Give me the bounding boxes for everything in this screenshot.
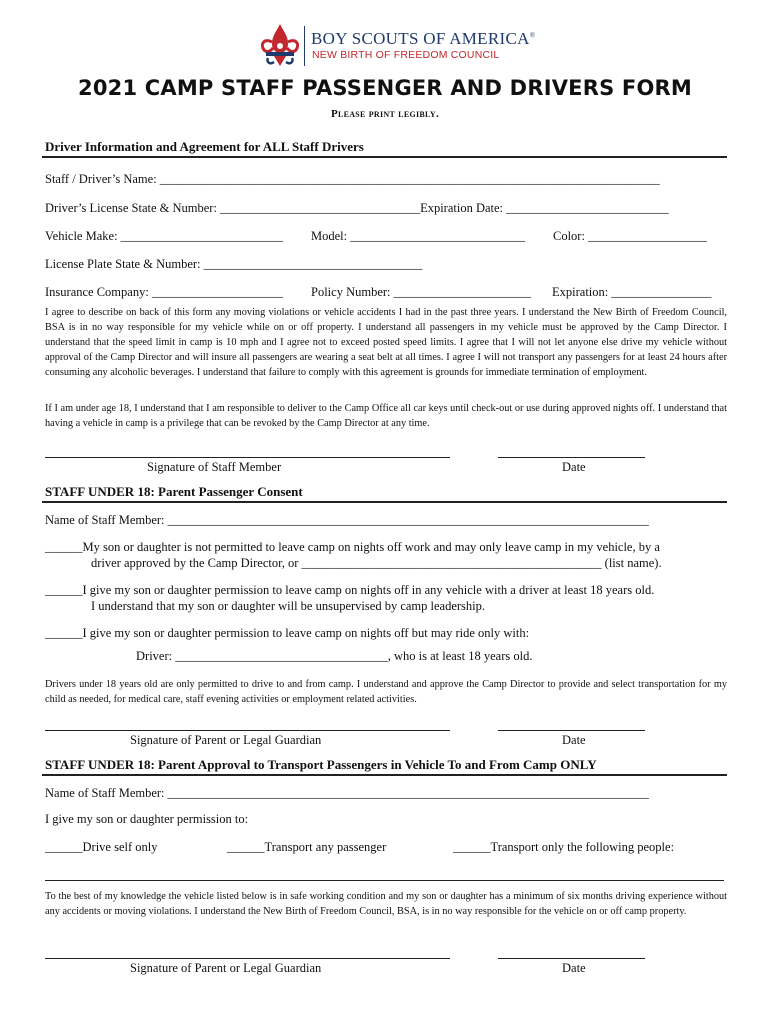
transport-date-line[interactable] — [498, 958, 645, 959]
driver-section-heading: Driver Information and Agreement for ALL Staff Drivers — [45, 139, 364, 154]
expiration-field[interactable]: Expiration: ________________ — [552, 285, 712, 299]
drive-self-option[interactable]: ______Drive self only — [45, 840, 158, 854]
logo-divider — [304, 26, 305, 66]
driver-name-field[interactable]: Staff / Driver’s Name: ________________________________________________________________________________ — [45, 172, 660, 186]
logo-org-name: BOY SCOUTS OF AMERICA® — [311, 29, 536, 48]
transport-section-heading: STAFF UNDER 18: Parent Approval to Transport Passengers in Vehicle To and From Camp ONLY — [45, 757, 597, 772]
section-rule — [42, 774, 727, 776]
staff-signature-label: Signature of Staff Member — [147, 460, 282, 474]
license-field[interactable]: Driver’s License State & Number: ________________________________Expiration Date: __________________________ — [45, 201, 669, 215]
parent-date-line[interactable] — [498, 730, 645, 731]
staff-signature-line[interactable] — [45, 457, 450, 458]
vehicle-color-field[interactable]: Color: ___________________ — [553, 229, 707, 243]
section-rule — [42, 501, 727, 503]
transport-following-option[interactable]: ______Transport only the following people: — [453, 840, 675, 854]
section-rule — [42, 156, 727, 158]
under-18-driver-note: Drivers under 18 years old are only permitted to drive to and from camp. I understand and approve the Camp Director to provide and select transportation for my child as needed, for medical care, staff evening activities or employment related activities. — [45, 679, 727, 705]
staff-date-label: Date — [562, 460, 586, 474]
transport-staff-name-field[interactable]: Name of Staff Member: _____________________________________________________________________________ — [45, 786, 649, 800]
staff-date-line[interactable] — [498, 457, 645, 458]
consent-option-1[interactable]: ______My son or daughter is not permitted to leave camp on nights off work and may only leave camp in my vehicle, by a — [45, 540, 660, 554]
insurance-company-field[interactable]: Insurance Company: _____________________ — [45, 285, 284, 299]
form-subtitle: Please print legibly. — [330, 108, 440, 120]
vehicle-model-field[interactable]: Model: ____________________________ — [311, 229, 526, 243]
transport-date-label: Date — [562, 961, 586, 975]
vehicle-safety-statement: To the best of my knowledge the vehicle listed below is in safe working condition and my son or daughter has a minimum of six months driving experience without any accidents or moving violations. I understand the New Birth of Freedom Council, BSA, is in no way responsible for the vehicle on or off camp property. — [45, 891, 727, 917]
policy-number-field[interactable]: Policy Number: ______________________ — [311, 285, 532, 299]
consent-option-2[interactable]: ______I give my son or daughter permission to leave camp on nights off in any vehicle with a driver at least 18 years old. — [45, 583, 655, 597]
consent-staff-name-field[interactable]: Name of Staff Member: _____________________________________________________________________________ — [45, 513, 649, 527]
form-title: 2021 CAMP STAFF PASSENGER AND DRIVERS FORM — [78, 76, 692, 100]
transport-signature-line[interactable] — [45, 958, 450, 959]
under-18-agreement-text: If I am under age 18, I understand that I am responsible to deliver to the Camp Office all car keys until check-out or use during approved nights off. I understand that having a vehicle in camp is a privilege that can be revoked by the Camp Director at any time. — [45, 403, 727, 429]
logo-council-name: NEW BIRTH OF FREEDOM COUNCIL — [312, 49, 500, 61]
passenger-names-line[interactable] — [45, 880, 724, 881]
consent-option-3[interactable]: ______I give my son or daughter permission to leave camp on nights off but may ride only with: — [45, 626, 530, 640]
parent-date-label: Date — [562, 733, 586, 747]
driver-agreement-text: I agree to describe on back of this form any moving violations or vehicle accidents I had in the past three years. I understand the New Birth of Freedom Council, BSA is in no way responsible for my vehicle while on or off property. I understand all passengers in my vehicle must be approved by the Camp Director. I understand that the speed limit in camp is 10 mph and I agree not to exceed posted speed limits. I agree that I will not let anyone else drive my vehicle without approval of the Camp Director and will insure all passengers are wearing a seat belt at all times. I agree I will not transport any passengers for at least 24 hours after consuming any alcoholic beverages. I understand that failure to comply with this agreement is grounds for immediate termination of employment. — [45, 307, 727, 378]
consent-section-heading: STAFF UNDER 18: Parent Passenger Consent — [45, 484, 303, 499]
consent-option-1-cont[interactable]: driver approved by the Camp Director, or ________________________________________________ (list name). — [91, 556, 662, 570]
vehicle-make-field[interactable]: Vehicle Make: __________________________ — [45, 229, 284, 243]
consent-option-2-cont: I understand that my son or daughter will be unsupervised by camp leadership. — [91, 599, 486, 613]
bsa-emblem-icon — [258, 22, 302, 68]
approved-driver-field[interactable]: Driver: __________________________________, who is at least 18 years old. — [136, 649, 533, 663]
permission-label: I give my son or daughter permission to: — [45, 812, 249, 826]
transport-signature-label: Signature of Parent or Legal Guardian — [130, 961, 322, 975]
parent-signature-label: Signature of Parent or Legal Guardian — [130, 733, 322, 747]
transport-any-option[interactable]: ______Transport any passenger — [227, 840, 387, 854]
parent-signature-line[interactable] — [45, 730, 450, 731]
license-plate-field[interactable]: License Plate State & Number: ___________________________________ — [45, 257, 423, 271]
